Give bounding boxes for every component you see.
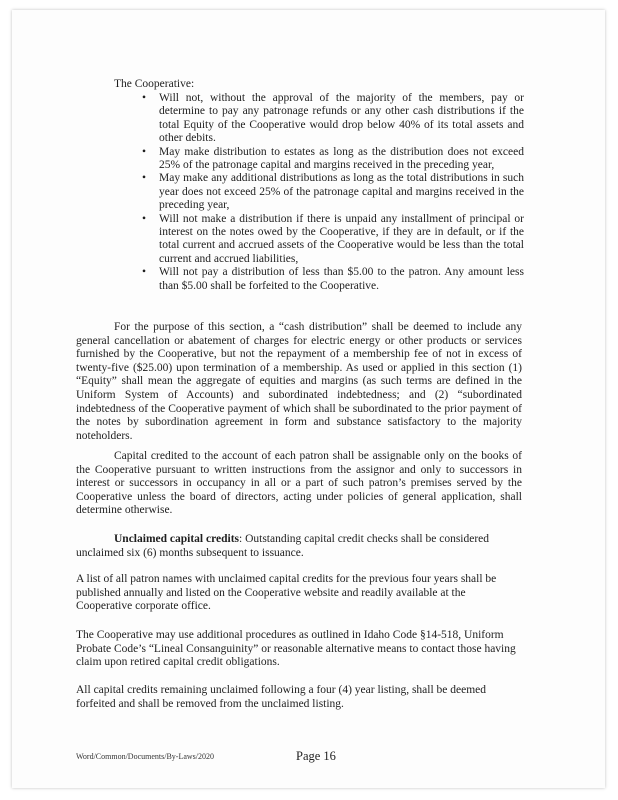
intro-label: The Cooperative: [114,78,195,90]
bullet-icon: • [142,172,147,185]
capital-assignment-paragraph: Capital credited to the account of each patron shall be assignable only on the books of the Cooperative pursuant to written instructions from the assignor and only to successors in interest or successors in occupancy in all or a part of such patron’s premises served by the Cooperative unless the board of directors, acting under policies of general application, shall determine otherwise. [76,450,522,517]
unclaimed-credits-text: : Outstanding capital credit checks shall be considered unclaimed six (6) months subsequent to issuance. [76,533,490,559]
published-list-paragraph: A list of all patron names with unclaimed capital credits for the previous four years shall be published annually and listed on the Cooperative website and readily available at the Cooperative corporate office. [76,573,497,613]
cooperative-conditions-list [140,92,524,293]
list-item-text: May make distribution to estates as long as the distribution does not exceed 25% of the patronage capital and margins received in the preceding year, [159,145,524,172]
forfeiture-paragraph: All capital credits remaining unclaimed following a four (4) year listing, shall be deemed forfeited and shall be removed from the unclaimed listing. [76,684,487,710]
bullet-icon: • [142,92,147,104]
list-item-text: Will not, without the approval of the majority of the members, pay or determine to pay any patronage refunds or any other cash distributions if the total Equity of the Cooperative would drop below 40% of its total assets and other debits. [159,92,524,145]
list-item [140,146,524,173]
list-item [140,172,524,212]
unclaimed-credits-heading: Unclaimed capital credits [114,533,239,545]
footer-document-path: Word/Common/Documents/By-Laws/2020 [76,752,215,761]
bullet-icon: • [142,266,147,279]
list-item [140,92,524,146]
bullet-icon: • [142,212,147,225]
page-number: Page 16 [296,749,336,763]
list-item [140,213,524,267]
cash-distribution-paragraph: For the purpose of this section, a “cash distribution” shall be deemed to include any general cancellation or abatement of charges for electric energy or other products or services furnished by the Cooperative, but not the repayment of a membership fee of not in excess of twenty-five ($25.00) upon termination of a membership. As used or applied in this section (1) “Equity” shall mean the aggregate of equities and margins (as such terms are defined in the Uniform System of Accounts) and subordinated indebtedness; and (2) “subordinated indebtedness of the Cooperative payment of which shall be subordinated to the prior payment of the notes by subordination agreement in form and substance satisfactory to the majority noteholders. [76,321,522,442]
list-item-text: Will not make a distribution if there is unpaid any installment of principal or interest on the notes owed by the Cooperative, if they are in default, or if the total current and accrued assets of the Cooperative would be less than the total current and accrued liabilities, [159,212,524,265]
bullet-icon: • [142,145,147,158]
list-item-text: May make any additional distributions as long as the total distributions in such year does not exceed 25% of the patronage capital and margins received in the preceding year, [159,172,524,212]
unclaimed-credits-paragraph [76,533,522,560]
idaho-code-paragraph: The Cooperative may use additional procedures as outlined in Idaho Code §14-518, Uniform Probate Code’s “Lineal Consanguinity” or reasonable alternative means to contact those having claim upon retired capital credit obligations. [76,629,516,669]
list-item [140,266,524,293]
list-item-text: Will not pay a distribution of less than $5.00 to the patron. Any amount less than $5.00 shall be forfeited to the Cooperative. [159,266,524,292]
